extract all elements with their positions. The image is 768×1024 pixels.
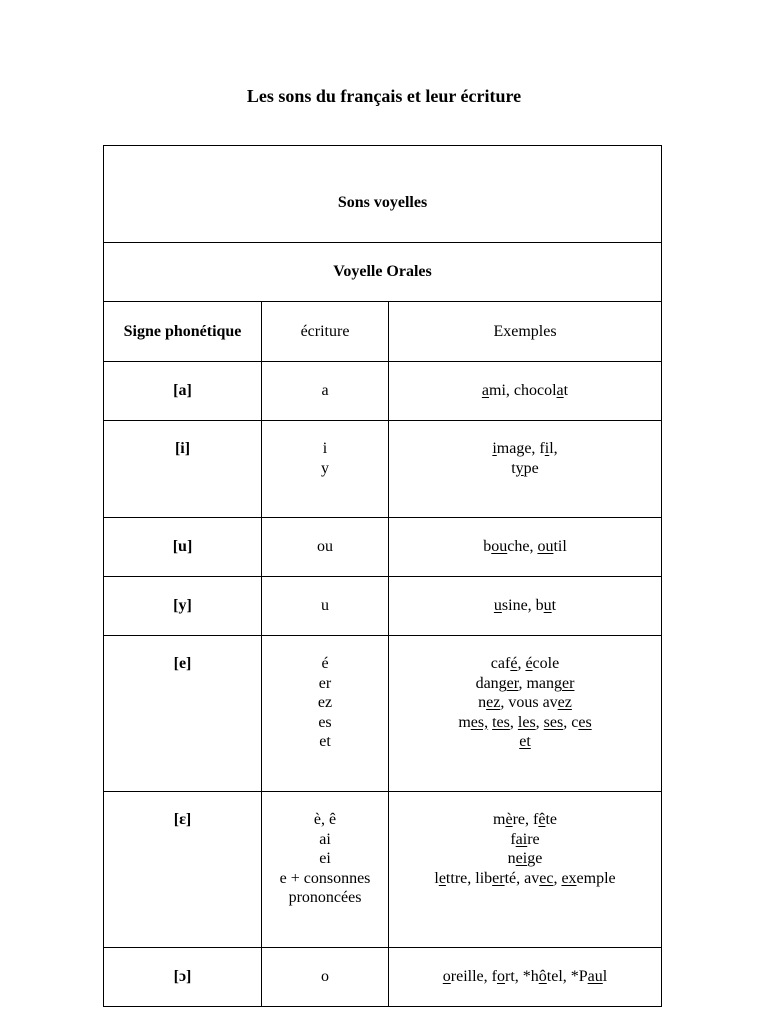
example-text: reille, f xyxy=(450,968,497,986)
example-text: cole xyxy=(532,655,560,672)
example-text: caf xyxy=(490,655,511,672)
column-header-spelling: écriture xyxy=(262,302,389,362)
table-row xyxy=(104,421,662,518)
example-line xyxy=(389,596,661,616)
example-text: l xyxy=(602,968,608,986)
example-text: , xyxy=(517,655,526,672)
example-text: mi, chocol xyxy=(489,382,557,400)
spelling-cell xyxy=(262,577,389,636)
example-text: re, f xyxy=(512,811,539,828)
example-text: n xyxy=(507,850,516,867)
underlined-grapheme: ei xyxy=(515,850,528,867)
column-header-sign: Signe phonétique xyxy=(104,302,262,362)
phonetic-sign-cell: [e] xyxy=(104,636,262,792)
example-text: pe xyxy=(523,459,539,477)
spelling-line: e + consonnes xyxy=(279,869,371,887)
example-line xyxy=(389,713,661,733)
example-line xyxy=(389,459,661,479)
example-text: té, av xyxy=(504,869,540,887)
underlined-grapheme: i xyxy=(544,440,550,457)
phonetic-sign-cell: [ɔ] xyxy=(104,948,262,1007)
example-line xyxy=(389,674,661,694)
examples-cell xyxy=(389,636,662,792)
underlined-grapheme: ses xyxy=(543,713,564,731)
examples-cell xyxy=(389,792,662,948)
example-text: , vous av xyxy=(500,694,558,711)
underlined-grapheme: es xyxy=(578,713,592,731)
spelling-cell xyxy=(262,362,389,421)
table-row xyxy=(104,948,662,1007)
underlined-grapheme: o xyxy=(442,968,451,986)
underlined-grapheme: u xyxy=(543,597,552,615)
example-text: tel, *P xyxy=(546,968,588,986)
underlined-grapheme: au xyxy=(587,968,603,986)
spelling-cell xyxy=(262,948,389,1007)
spelling-line: è, ê xyxy=(313,811,337,828)
example-line xyxy=(389,381,661,401)
underlined-grapheme: ec xyxy=(539,869,554,887)
example-text: che, xyxy=(507,538,538,556)
column-header-row xyxy=(104,302,662,362)
example-text: t xyxy=(563,382,569,400)
spelling-cell xyxy=(262,792,389,948)
example-text: b xyxy=(483,538,492,556)
underlined-grapheme: y xyxy=(515,459,524,477)
example-line xyxy=(389,732,661,752)
vowel-sounds-table xyxy=(103,145,662,1007)
table-subheader: Voyelle Orales xyxy=(104,243,662,302)
example-text: , xyxy=(509,713,518,731)
spelling-line: ai xyxy=(319,830,331,848)
underlined-grapheme: tes xyxy=(492,713,510,731)
example-text: mage, f xyxy=(496,440,545,457)
spelling-line: u xyxy=(321,597,329,615)
examples-cell xyxy=(389,577,662,636)
example-text: m xyxy=(458,713,471,731)
phonetic-sign-cell: [a] xyxy=(104,362,262,421)
underlined-grapheme: er xyxy=(492,869,505,887)
underlined-grapheme: é xyxy=(510,655,518,672)
example-text: til xyxy=(553,538,567,556)
underlined-grapheme: a xyxy=(481,382,489,400)
example-text: te xyxy=(545,811,557,828)
table-row xyxy=(104,636,662,792)
phonetic-sign-cell: [y] xyxy=(104,577,262,636)
spelling-line: o xyxy=(321,968,329,986)
example-text: emple xyxy=(576,869,616,887)
underlined-grapheme: les xyxy=(517,713,536,731)
spelling-line: ei xyxy=(319,850,331,867)
example-line xyxy=(389,849,661,869)
underlined-grapheme: é xyxy=(525,655,533,672)
spelling-line: prononcées xyxy=(288,889,362,906)
spelling-line: y xyxy=(321,459,329,477)
example-line xyxy=(389,869,661,889)
example-text: rt, *h xyxy=(504,968,539,986)
example-text: sine, b xyxy=(501,597,544,615)
example-text: l, xyxy=(549,440,558,457)
spelling-line: é xyxy=(321,655,329,672)
example-text: n xyxy=(478,694,487,711)
example-text: t xyxy=(551,597,557,615)
spelling-line: a xyxy=(321,382,329,400)
examples-cell xyxy=(389,362,662,421)
underlined-grapheme: è xyxy=(505,811,513,828)
underlined-grapheme: ez xyxy=(557,694,572,711)
spelling-line: et xyxy=(319,733,331,750)
example-text: , mang xyxy=(518,674,563,692)
phonetic-sign-cell: [i] xyxy=(104,421,262,518)
table-row xyxy=(104,362,662,421)
column-header-examples: Exemples xyxy=(389,302,662,362)
underlined-grapheme: u xyxy=(493,597,502,615)
underlined-grapheme: et xyxy=(519,733,531,750)
underlined-grapheme: o xyxy=(496,968,505,986)
spelling-cell xyxy=(262,636,389,792)
phonetic-sign-cell: [u] xyxy=(104,518,262,577)
underlined-grapheme: er xyxy=(562,674,575,692)
example-line xyxy=(389,830,661,850)
spelling-cell xyxy=(262,421,389,518)
example-text: l xyxy=(434,869,439,887)
example-text: dang xyxy=(475,674,507,692)
underlined-grapheme: ou xyxy=(537,538,554,556)
example-text: m xyxy=(493,811,506,828)
document-title: Les sons du français et leur écriture xyxy=(246,86,522,106)
example-text: re xyxy=(527,830,540,848)
example-text: t xyxy=(511,459,516,477)
example-text: , xyxy=(535,713,544,731)
example-line xyxy=(389,967,661,987)
spelling-line: i xyxy=(322,440,328,457)
table-row xyxy=(104,792,662,948)
underlined-grapheme: ou xyxy=(491,538,508,556)
example-line xyxy=(389,693,661,713)
underlined-grapheme: ex xyxy=(561,869,577,887)
underlined-grapheme: ai xyxy=(515,830,528,848)
underlined-grapheme: a xyxy=(556,382,564,400)
table-row xyxy=(104,518,662,577)
underlined-grapheme: er xyxy=(506,674,519,692)
table-row xyxy=(104,577,662,636)
example-line xyxy=(389,654,661,674)
spelling-line: er xyxy=(318,674,332,692)
phonetic-sign-cell: [ɛ] xyxy=(104,792,262,948)
spelling-line: es xyxy=(318,713,332,731)
examples-cell xyxy=(389,421,662,518)
underlined-grapheme: ez xyxy=(486,694,501,711)
example-text: , c xyxy=(563,713,579,731)
spelling-line: ou xyxy=(317,538,333,556)
example-text: ge xyxy=(527,850,543,867)
underlined-grapheme: ê xyxy=(538,811,546,828)
spelling-cell xyxy=(262,518,389,577)
example-text: ttre, lib xyxy=(445,869,493,887)
example-line xyxy=(389,537,661,557)
underlined-grapheme: e xyxy=(438,869,446,887)
table-header: Sons voyelles xyxy=(104,146,662,243)
example-text: , xyxy=(553,869,562,887)
spelling-line: ez xyxy=(317,694,333,711)
examples-cell xyxy=(389,518,662,577)
example-line xyxy=(389,810,661,830)
underlined-grapheme: ô xyxy=(538,968,547,986)
examples-cell xyxy=(389,948,662,1007)
example-line xyxy=(389,439,661,459)
example-text: f xyxy=(510,830,516,848)
underlined-grapheme: es, xyxy=(470,713,489,731)
underlined-grapheme: i xyxy=(492,440,497,457)
